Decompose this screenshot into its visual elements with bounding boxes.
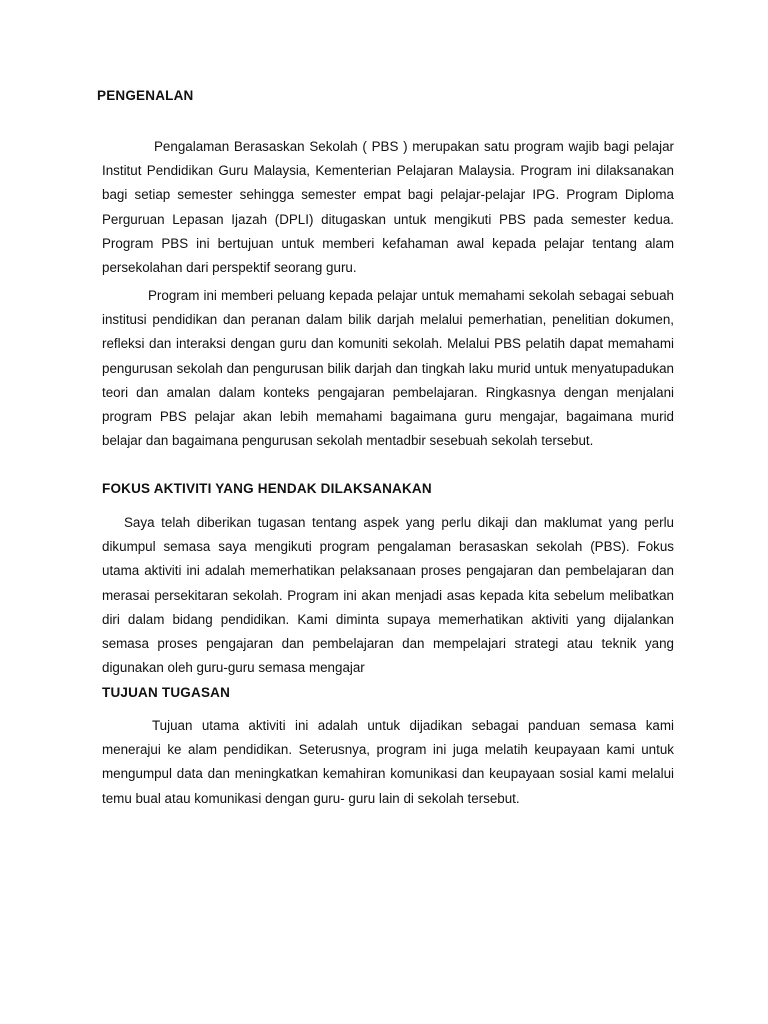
paragraph-pengenalan-2: Program ini memberi peluang kepada pelajar untuk memahami sekolah sebagai sebuah institusi pendidikan dan peranan dalam bilik darjah melalui pemerhatian, penelitian dokumen, refleksi dan interaksi dengan guru dan komuniti sekolah. Melalui PBS pelatih dapat memahami pengurusan sekolah dan pengurusan bilik darjah dan tingkah laku murid untuk menyatupadukan teori dan amalan dalam konteks pengajaran pembelajaran. Ringkasnya dengan menjalani program PBS pelajar akan lebih memahami bagaimana guru mengajar, bagaimana murid belajar dan bagaimana pengurusan sekolah mentadbir sesebuah sekolah tersebut.	[102, 288, 674, 449]
paragraph-fokus-aktiviti: Saya telah diberikan tugasan tentang aspek yang perlu dikaji dan maklumat yang perlu dikumpul semasa saya mengikuti program pengalaman berasaskan sekolah (PBS). Fokus utama aktiviti ini adalah memerhatikan pelaksanaan proses pengajaran dan pembelajaran dan merasai persekitaran sekolah. Program ini akan menjadi asas kepada kita sebelum melibatkan diri dalam bidang pendidikan. Kami diminta supaya memerhatikan aktiviti yang dijalankan semasa proses pengajaran dan pembelajaran dan mempelajari strategi atau teknik yang digunakan oleh guru-guru semasa mengajar	[102, 515, 674, 676]
section-heading-tujuan-tugasan: TUJUAN TUGASAN	[102, 685, 231, 700]
section-heading-fokus-aktiviti: FOKUS AKTIVITI YANG HENDAK DILAKSANAKAN	[102, 481, 432, 496]
paragraph-pengenalan-1: Pengalaman Berasaskan Sekolah ( PBS ) merupakan satu program wajib bagi pelajar Institut Pendidikan Guru Malaysia, Kementerian Pelajaran Malaysia. Program ini dilaksanakan bagi setiap semester sehingga semester empat bagi pelajar-pelajar IPG. Program Diploma Perguruan Lepasan Ijazah (DPLI) ditugaskan untuk mengikuti PBS pada semester kedua. Program PBS ini bertujuan untuk memberi kefahaman awal kepada pelajar tentang alam persekolahan dari perspektif seorang guru.	[102, 139, 674, 276]
paragraph-tujuan-tugasan: Tujuan utama aktiviti ini adalah untuk dijadikan sebagai panduan semasa kami menerajui ke alam pendidikan. Seterusnya, program ini juga melatih keupayaan kami untuk mengumpul data dan meningkatkan kemahiran komunikasi dan keupayaan sosial kami melalui temu bual atau komunikasi dengan guru- guru lain di sekolah tersebut.	[102, 718, 674, 806]
section-heading-pengenalan: PENGENALAN	[97, 88, 194, 103]
